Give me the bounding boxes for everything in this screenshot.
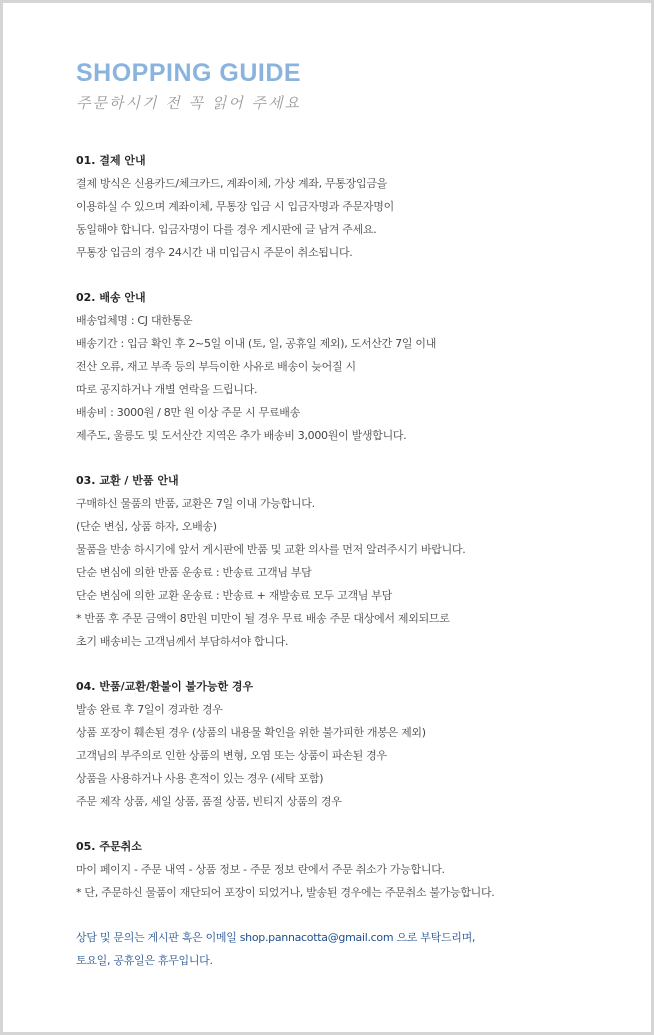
section-line: 상품 포장이 훼손된 경우 (상품의 내용물 확인을 위한 불가피한 개봉은 제외)	[76, 726, 426, 739]
section-title: 04. 반품/교환/환불이 불가능한 경우	[76, 680, 254, 693]
section-line: 상품을 사용하거나 사용 흔적이 있는 경우 (세탁 포함)	[76, 772, 324, 785]
section-line: 고객님의 부주의로 인한 상품의 변형, 오염 또는 상품이 파손된 경우	[76, 749, 387, 762]
section-line: 전산 오류, 재고 부족 등의 부득이한 사유로 배송이 늦어질 시	[76, 360, 356, 373]
contact-notice	[76, 926, 576, 972]
section-line: 배송기간 : 입금 확인 후 2~5일 이내 (토, 일, 공휴일 제외), 도서산간 7일 이내	[76, 337, 437, 350]
section-line: 배송비 : 3000원 / 8만 원 이상 주문 시 무료배송	[76, 406, 300, 419]
section-line: 무통장 입금의 경우 24시간 내 미입금시 주문이 취소됩니다.	[76, 246, 353, 259]
section-line: 단순 변심에 의한 반품 운송료 : 반송료 고객님 부담	[76, 566, 312, 579]
section-title: 02. 배송 안내	[76, 291, 146, 304]
section-line: 물품을 반송 하시기에 앞서 게시판에 반품 및 교환 의사를 먼저 알려주시기 바랍니다.	[76, 543, 466, 556]
section-line: 단순 변심에 의한 교환 운송료 : 반송료 + 재발송료 모두 고객님 부담	[76, 589, 392, 602]
section-line: (단순 변심, 상품 하자, 오배송)	[76, 520, 217, 533]
section-line: * 반품 후 주문 금액이 8만원 미만이 될 경우 무료 배송 주문 대상에서 제외되므로	[76, 612, 450, 625]
section-line: 발송 완료 후 7일이 경과한 경우	[76, 703, 223, 716]
guide-section	[76, 469, 576, 653]
section-line: * 단, 주문하신 물품이 재단되어 포장이 되었거나, 발송된 경우에는 주문취소 불가능합니다.	[76, 886, 495, 899]
section-line: 마이 페이지 - 주문 내역 - 상품 정보 - 주문 정보 란에서 주문 취소가 가능합니다.	[76, 863, 445, 876]
section-line: 제주도, 울릉도 및 도서산간 지역은 추가 배송비 3,000원이 발생합니다.	[76, 429, 407, 442]
section-title: 05. 주문취소	[76, 840, 142, 853]
guide-section	[76, 675, 576, 813]
section-line: 동일해야 합니다. 입금자명이 다를 경우 게시판에 글 남겨 주세요.	[76, 223, 377, 236]
section-line: 주문 제작 상품, 세일 상품, 품절 상품, 빈티지 상품의 경우	[76, 795, 342, 808]
contact-line: 상담 및 문의는 게시판 혹은 이메일 shop.pannacotta@gmail.com 으로 부탁드리며,	[76, 931, 476, 944]
section-line: 결제 방식은 신용카드/체크카드, 계좌이체, 가상 계좌, 무통장입금을	[76, 177, 387, 190]
page-title: SHOPPING GUIDE	[76, 59, 302, 87]
section-line: 구매하신 물품의 반품, 교환은 7일 이내 가능합니다.	[76, 497, 315, 510]
section-title: 01. 결제 안내	[76, 154, 146, 167]
guide-section	[76, 835, 576, 904]
guide-section	[76, 149, 576, 264]
section-line: 이용하실 수 있으며 계좌이체, 무통장 입금 시 입금자명과 주문자명이	[76, 200, 394, 213]
guide-section	[76, 286, 576, 447]
section-title: 03. 교환 / 반품 안내	[76, 474, 179, 487]
contact-line: 토요일, 공휴일은 휴무입니다.	[76, 954, 213, 967]
guide-sections	[76, 149, 576, 994]
section-line: 초기 배송비는 고객님께서 부담하셔야 합니다.	[76, 635, 289, 648]
section-line: 배송업체명 : CJ 대한통운	[76, 314, 193, 327]
page-subtitle: 주문하시기 전 꼭 읽어 주세요	[76, 94, 301, 112]
section-line: 따로 공지하거나 개별 연락을 드립니다.	[76, 383, 258, 396]
